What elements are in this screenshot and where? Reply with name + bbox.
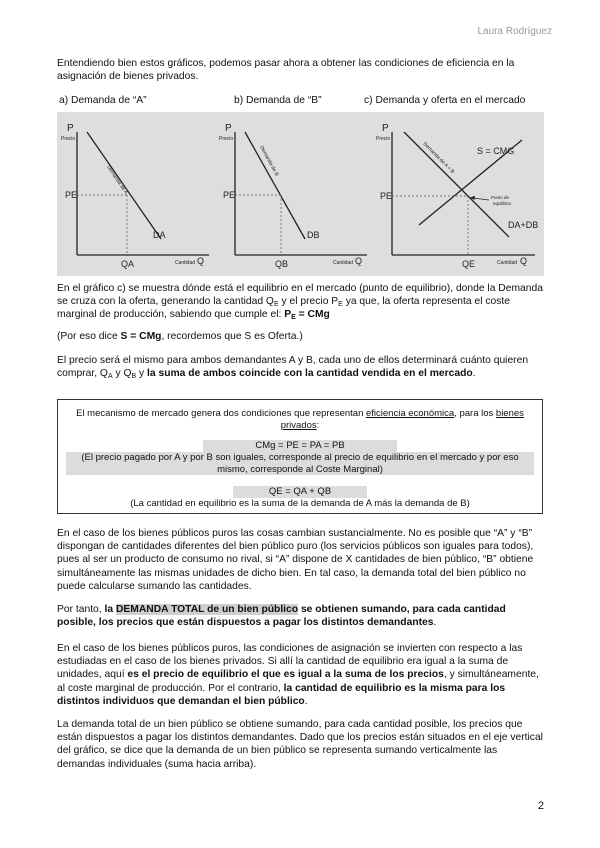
graph-c-cantidad: Cantidad: [497, 260, 518, 266]
graph-b-precio: Precio: [219, 136, 234, 142]
graph-a-demand-label: Demanda de A: [105, 164, 129, 196]
graph-c-punto: Punto de: [491, 195, 510, 200]
graph-c-p: P: [382, 123, 389, 134]
box-heading: El mecanismo de mercado genera dos condiciones que representan eficiencia económica, para los bienes privados:: [76, 408, 524, 431]
allocation-paragraph: En el caso de los bienes públicos puros, las condiciones de asignación se invierten con respecto a las estudiadas en el caso de los bienes privados. Si allí la cantidad de equilibrio era igual a la suma de unidades, aquí es el precio de equilibrio el que es igual a la suma de los precios, y simultáneamente, al coste marginal de producción. Por el contrario, la cantidad de equilibrio es la misma para los distintos individuos que demandan el bien público.: [57, 643, 539, 707]
efficiency-conditions-box: [57, 399, 543, 514]
label-b: b) Demanda de “B”: [234, 95, 322, 106]
box-quantity-condition: QE = QA + QB: [233, 486, 367, 498]
graph-a-pe: PE: [65, 190, 78, 200]
graph-a-da: DA: [153, 230, 166, 240]
label-a: a) Demanda de “A”: [59, 95, 147, 106]
graph-b-qb: QB: [275, 259, 289, 269]
equilibrium-paragraph: En el gráfico c) se muestra dónde está el equilibrio en el mercado (punto de equilibrio), donde la Demanda se cruza con la oferta, generando la cantidad $Q_E$ y el precio $P_E$ ya que, la oferta representa el coste marginal de producción, sabiendo que cumple el: $P_E$ = CMg: [57, 283, 543, 322]
graph-a: [61, 123, 209, 269]
graph-c-pe: PE: [380, 191, 393, 201]
vertical-sum-paragraph: La demanda total de un bien público se obtiene sumando, para cada cantidad posible, los precios que están dispuestos a pagar los distintos demandantes. Dado que los precios están situados en el eje vertical del gráfico, se dice que la demanda de un bien público se representa sumando verticalmente las demandas individuales (suma hacia arriba).: [57, 719, 543, 770]
box-price-note: (El precio pagado por A y por B son iguales, corresponde al precio de equilibrio en el mercado y por eso mismo, corresponde al Coste Marginal): [66, 452, 534, 475]
graph-c-supply-label: S = CMG: [477, 146, 515, 156]
graph-a-qa: QA: [121, 259, 135, 269]
public-goods-paragraph: En el caso de los bienes públicos puros las cosas cambian sustancialmente. No es posible que “A” y “B” dispongan de cantidades diferentes del bien público puro (los servicios públicos son iguales para todos), pues al ser un producto de consumo no rival, si “A” dispone de X cantidades de bien público, “B” obtiene simultáneamente las mismas unidades de dicho bien. En tal caso, la demanda total del bien público no puede calcularse sumando las cantidades.: [57, 528, 534, 592]
graph-b-db: DB: [307, 230, 320, 240]
total-demand-paragraph: Por tanto, la DEMANDA TOTAL de un bien público se obtienen sumando, para cada cantidad posible, los precios que están dispuestos a pagar los distintos demandantes.: [57, 604, 506, 629]
graph-a-p: P: [67, 123, 74, 134]
page-number: 2: [537, 800, 544, 812]
author-name: Laura Rodríguez: [477, 26, 552, 37]
graph-a-cantidad: Cantidad: [175, 260, 196, 266]
graph-c-demand-label: Demanda de A + B: [421, 141, 456, 176]
graph-a-q: Q: [197, 256, 205, 266]
graph-a-precio: Precio: [61, 136, 76, 142]
graph-c-q: Q: [520, 256, 528, 266]
graph-c-equilibrio: equilibrio: [493, 201, 512, 206]
graph-c-precio: Precio: [376, 136, 391, 142]
graph-b: [219, 123, 367, 269]
graph-b-demand-label: Demanda de B: [258, 145, 280, 178]
price-paragraph: El precio será el mismo para ambos demandantes A y B, cada uno de ellos determinará cuánto quieren comprar, $Q_A$ y $Q_B$ y la suma de ambos coincide con la cantidad vendida en el mercado.: [57, 355, 529, 381]
graph-c-equilibrium-arrow: [473, 198, 489, 200]
graph-labels: [57, 95, 546, 109]
graph-b-demand-line: [245, 132, 305, 239]
box-price-condition: CMg = PE = PA = PB: [203, 440, 397, 452]
graph-b-cantidad: Cantidad: [333, 260, 354, 266]
label-c: c) Demanda y oferta en el mercado: [364, 95, 526, 106]
graph-c-qe: QE: [462, 259, 476, 269]
graph-b-pe: PE: [223, 190, 236, 200]
graph-c: [376, 123, 538, 269]
intro-paragraph: Entendiendo bien estos gráficos, podemos pasar ahora a obtener las condiciones de eficiencia en la asignación de bienes privados.: [57, 58, 515, 83]
graph-b-p: P: [225, 123, 232, 134]
supply-note-paragraph: (Por eso dice S = CMg, recordemos que S es Oferta.): [57, 331, 303, 342]
demand-graphs-figure: [57, 112, 544, 276]
graph-b-q: Q: [355, 256, 363, 266]
box-quantity-note: (La cantidad en equilibrio es la suma de la demanda de A más la demanda de B): [130, 498, 470, 509]
graph-c-total-demand-label: DA+DB: [508, 220, 539, 230]
